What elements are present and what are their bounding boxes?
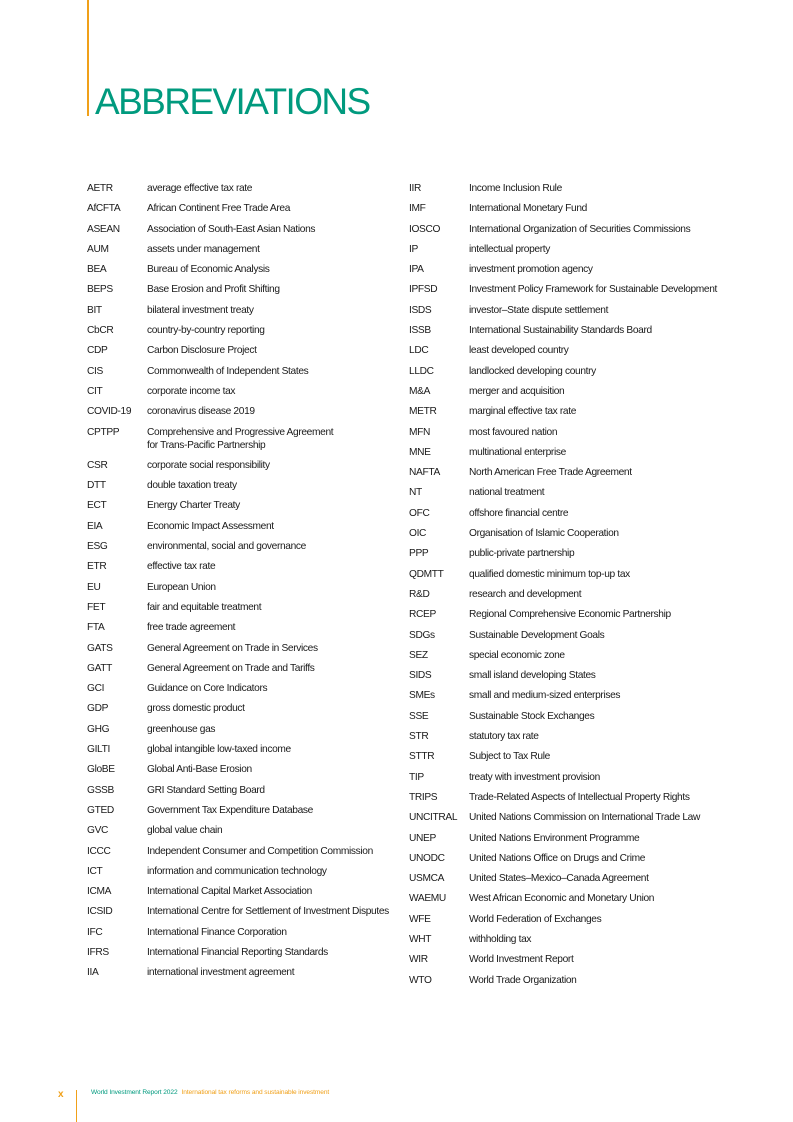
abbreviation-definition: Bureau of Economic Analysis (147, 264, 270, 276)
abbreviation-entry (87, 966, 402, 979)
abbreviation-definition: European Union (147, 581, 216, 593)
abbreviation-term: GTED (87, 804, 114, 816)
abbreviation-definition: special economic zone (469, 649, 565, 661)
abbreviation-entry (87, 344, 402, 357)
abbreviation-definition: qualified domestic minimum top-up tax (469, 568, 630, 580)
abbreviation-term: ICSID (87, 906, 113, 918)
abbreviation-term: LLDC (409, 365, 434, 377)
abbreviation-term: IFC (87, 926, 103, 938)
abbreviation-term: ETR (87, 561, 107, 573)
abbreviation-entry (87, 202, 402, 215)
abbreviation-term: GHG (87, 723, 110, 735)
abbreviation-entry (87, 601, 402, 614)
abbreviation-entry (87, 304, 402, 317)
abbreviation-entry (87, 499, 402, 512)
abbreviation-definition: United Nations Environment Programme (469, 832, 640, 844)
abbreviation-definition: public-private partnership (469, 548, 575, 560)
abbreviation-entry (87, 263, 402, 276)
abbreviation-entry (87, 743, 402, 756)
abbreviation-entry (87, 804, 402, 817)
abbreviation-definition: corporate income tax (147, 385, 236, 397)
abbreviation-definition: corporate social responsibility (147, 459, 270, 471)
abbreviation-entry (87, 784, 402, 797)
abbreviation-entry (409, 588, 739, 601)
abbreviation-definition: marginal effective tax rate (469, 406, 577, 418)
abbreviation-entry (409, 710, 739, 723)
abbreviation-term: CSR (87, 459, 108, 471)
abbreviation-definition: global value chain (147, 825, 223, 837)
abbreviation-definition: investor–State dispute settlement (469, 304, 609, 316)
abbreviation-entry (87, 642, 402, 655)
abbreviation-definition: international investment agreement (147, 967, 295, 979)
abbreviation-entry (87, 946, 402, 959)
abbreviation-definition: Investment Policy Framework for Sustainable Development (469, 284, 718, 296)
abbreviation-entry (409, 730, 739, 743)
abbreviation-term: DTT (87, 480, 106, 492)
abbreviation-term: M&A (409, 385, 431, 397)
abbreviation-definition: World Investment Report (469, 954, 574, 966)
abbreviation-definition: International Financial Reporting Standards (147, 946, 328, 958)
abbreviation-term: STR (409, 731, 429, 743)
abbreviation-definition: fair and equitable treatment (147, 601, 262, 613)
title-accent-rule (87, 0, 89, 116)
abbreviation-term: BIT (87, 304, 102, 316)
abbreviation-definition: Government Tax Expenditure Database (147, 804, 313, 816)
abbreviation-definition: GRI Standard Setting Board (147, 784, 265, 796)
abbreviation-definition: most favoured nation (469, 426, 558, 438)
abbreviation-entry (87, 283, 402, 296)
abbreviation-entry (409, 852, 739, 865)
abbreviation-term: ISSB (409, 325, 431, 337)
abbreviation-entry (87, 540, 402, 553)
abbreviation-term: QDMTT (409, 568, 444, 580)
page-footer (0, 1080, 793, 1122)
abbreviation-definition: Sustainable Stock Exchanges (469, 710, 595, 722)
abbreviation-entry (409, 913, 739, 926)
abbreviation-definition: Carbon Disclosure Project (147, 345, 257, 357)
abbreviation-definition: free trade agreement (147, 622, 236, 634)
abbreviation-term: UNCITRAL (409, 812, 458, 824)
abbreviation-definition: effective tax rate (147, 561, 216, 573)
abbreviation-entry (87, 865, 402, 878)
abbreviation-entry (87, 763, 402, 776)
abbreviation-term: TIP (409, 771, 424, 783)
abbreviations-column-left (87, 182, 402, 987)
abbreviation-term: USMCA (409, 873, 445, 885)
abbreviation-definition: Global Anti-Base Erosion (147, 764, 252, 776)
abbreviation-term: IMF (409, 203, 426, 215)
abbreviation-term: GATT (87, 662, 113, 674)
abbreviation-term: IPFSD (409, 284, 438, 296)
abbreviation-term: RCEP (409, 609, 436, 621)
abbreviation-definition: United Nations Commission on International Trade Law (469, 812, 700, 824)
abbreviation-entry (409, 385, 739, 398)
abbreviation-term: WAEMU (409, 893, 446, 905)
abbreviation-definition: Independent Consumer and Competition Commission (147, 845, 373, 857)
abbreviation-definition: Regional Comprehensive Economic Partnership (469, 609, 671, 621)
abbreviation-entry (87, 621, 402, 634)
abbreviation-definition: United States–Mexico–Canada Agreement (469, 873, 649, 885)
abbreviation-term: FET (87, 601, 106, 613)
abbreviation-term: CbCR (87, 325, 114, 337)
abbreviation-term: NT (409, 487, 422, 499)
abbreviation-term: EIA (87, 520, 103, 532)
page-title: ABBREVIATIONS (95, 81, 370, 122)
abbreviation-entry (409, 933, 739, 946)
footer-report-subtitle: International tax reforms and sustainable investment (181, 1089, 330, 1096)
abbreviation-entry (409, 974, 739, 987)
abbreviation-term: IPA (409, 264, 424, 276)
abbreviation-entry (409, 243, 739, 256)
abbreviation-entry (409, 811, 739, 824)
abbreviation-term: NAFTA (409, 467, 440, 479)
abbreviation-definition: environmental, social and governance (147, 541, 306, 553)
abbreviation-entry (409, 689, 739, 702)
abbreviation-entry (409, 527, 739, 540)
abbreviation-term: GILTI (87, 744, 110, 756)
abbreviation-definition: offshore financial centre (469, 507, 569, 519)
abbreviation-entry (409, 629, 739, 642)
abbreviation-definition: gross domestic product (147, 703, 245, 715)
abbreviation-definition: International Organization of Securities Commissions (469, 223, 691, 235)
abbreviation-definition: General Agreement on Trade in Services (147, 642, 318, 654)
abbreviation-entry (87, 243, 402, 256)
abbreviation-definition: International Capital Market Association (147, 886, 312, 898)
abbreviation-entry (87, 459, 402, 472)
abbreviation-term: IOSCO (409, 223, 441, 235)
abbreviation-entry (409, 486, 739, 499)
abbreviation-term: FTA (87, 622, 105, 634)
abbreviation-term: GATS (87, 642, 113, 654)
footer-running-title (91, 1089, 329, 1096)
abbreviation-definition: Base Erosion and Profit Shifting (147, 284, 280, 296)
abbreviation-term: SMEs (409, 690, 435, 702)
abbreviation-term: GVC (87, 825, 109, 837)
abbreviation-definition: Trade-Related Aspects of Intellectual Property Rights (469, 791, 690, 803)
abbreviation-entry (87, 905, 402, 918)
abbreviation-definition: double taxation treaty (147, 480, 237, 492)
abbreviation-entry (409, 446, 739, 459)
abbreviation-definition: International Finance Corporation (147, 926, 287, 938)
abbreviation-term: BEPS (87, 284, 113, 296)
abbreviation-entry (409, 365, 739, 378)
abbreviation-definition: greenhouse gas (147, 723, 216, 735)
abbreviation-entry (87, 223, 402, 236)
abbreviation-term: WFE (409, 913, 431, 925)
abbreviation-definition: Association of South-East Asian Nations (147, 223, 316, 235)
abbreviation-definition: Comprehensive and Progressive Agreement for Trans-Pacific Partnership (147, 426, 334, 451)
abbreviation-definition: North American Free Trade Agreement (469, 467, 632, 479)
abbreviation-definition: investment promotion agency (469, 264, 593, 276)
abbreviation-entry (409, 872, 739, 885)
abbreviation-definition: statutory tax rate (469, 731, 539, 743)
abbreviation-entry (87, 926, 402, 939)
abbreviation-term: CIT (87, 385, 103, 397)
abbreviation-definition: small island developing States (469, 670, 596, 682)
abbreviation-entry (409, 283, 739, 296)
abbreviation-term: ECT (87, 500, 107, 512)
abbreviation-term: TRIPS (409, 791, 438, 803)
abbreviation-entry (409, 507, 739, 520)
abbreviation-entry (409, 202, 739, 215)
abbreviation-entry (409, 344, 739, 357)
abbreviation-entry (409, 649, 739, 662)
abbreviation-definition: research and development (469, 588, 582, 600)
abbreviation-definition: African Continent Free Trade Area (147, 203, 291, 215)
abbreviation-definition: Commonwealth of Independent States (147, 365, 309, 377)
abbreviation-definition: World Trade Organization (469, 974, 577, 986)
abbreviation-entry (409, 669, 739, 682)
abbreviation-entry (87, 479, 402, 492)
abbreviation-term: IP (409, 243, 418, 255)
page-number: x (58, 1089, 64, 1100)
abbreviation-definition: coronavirus disease 2019 (147, 406, 255, 418)
footer-accent-rule (76, 1090, 77, 1122)
abbreviation-term: EU (87, 581, 101, 593)
abbreviation-entry (409, 466, 739, 479)
abbreviation-term: AETR (87, 183, 113, 194)
abbreviation-term: SIDS (409, 670, 432, 682)
abbreviation-entry (87, 682, 402, 695)
abbreviation-definition: global intangible low-taxed income (147, 744, 291, 756)
abbreviation-definition: Energy Charter Treaty (147, 500, 240, 512)
abbreviation-entry (409, 771, 739, 784)
abbreviation-definition: International Monetary Fund (469, 203, 587, 215)
abbreviation-entry (409, 304, 739, 317)
abbreviation-entry (87, 581, 402, 594)
abbreviation-definition: assets under management (147, 243, 260, 255)
abbreviation-entry (409, 426, 739, 439)
abbreviation-entry (87, 702, 402, 715)
abbreviation-term: UNODC (409, 852, 445, 864)
abbreviation-term: OFC (409, 507, 430, 519)
abbreviation-term: STTR (409, 751, 435, 763)
abbreviation-definition: landlocked developing country (469, 365, 596, 377)
abbreviation-definition: Organisation of Islamic Cooperation (469, 528, 619, 540)
abbreviation-term: METR (409, 406, 437, 418)
abbreviation-term: CIS (87, 365, 103, 377)
abbreviation-term: MNE (409, 446, 431, 458)
abbreviation-entry (87, 426, 402, 452)
abbreviation-term: LDC (409, 345, 429, 357)
abbreviation-definition: least developed country (469, 345, 569, 357)
abbreviation-entry (409, 568, 739, 581)
abbreviation-term: SSE (409, 710, 429, 722)
abbreviation-entry (409, 263, 739, 276)
abbreviation-term: UNEP (409, 832, 436, 844)
abbreviation-term: ESG (87, 541, 108, 553)
abbreviation-term: GloBE (87, 764, 115, 776)
abbreviation-definition: General Agreement on Trade and Tariffs (147, 662, 315, 674)
abbreviation-term: WHT (409, 933, 432, 945)
abbreviation-definition: Sustainable Development Goals (469, 629, 605, 641)
abbreviation-entry (409, 405, 739, 418)
abbreviation-term: AUM (87, 243, 109, 255)
abbreviation-term: IIA (87, 967, 99, 979)
abbreviation-definition: Income Inclusion Rule (469, 183, 562, 194)
abbreviation-entry (87, 324, 402, 337)
abbreviation-definition: multinational enterprise (469, 446, 566, 458)
abbreviation-term: MFN (409, 426, 431, 438)
abbreviation-term: ICT (87, 865, 103, 877)
abbreviation-entry (87, 824, 402, 837)
abbreviation-term: GSSB (87, 784, 114, 796)
abbreviation-entry (87, 520, 402, 533)
abbreviation-entry (87, 405, 402, 418)
abbreviation-term: GDP (87, 703, 109, 715)
abbreviation-entry (87, 385, 402, 398)
abbreviation-entry (409, 324, 739, 337)
abbreviation-term: BEA (87, 264, 107, 276)
abbreviation-entry (409, 791, 739, 804)
abbreviation-definition: small and medium-sized enterprises (469, 690, 621, 702)
abbreviation-definition: International Centre for Settlement of Investment Disputes (147, 906, 389, 918)
abbreviation-definition: intellectual property (469, 243, 550, 255)
abbreviation-entry (87, 662, 402, 675)
abbreviation-definition: treaty with investment provision (469, 771, 600, 783)
abbreviation-entry (409, 750, 739, 763)
abbreviation-definition: national treatment (469, 487, 545, 499)
abbreviation-term: COVID-19 (87, 406, 132, 418)
abbreviation-term: CPTPP (87, 426, 120, 438)
abbreviations-column-right (409, 182, 739, 994)
abbreviation-entry (409, 608, 739, 621)
abbreviation-term: ISDS (409, 304, 432, 316)
abbreviation-term: IFRS (87, 946, 109, 958)
abbreviation-entry (87, 845, 402, 858)
abbreviation-term: ICMA (87, 886, 112, 898)
abbreviation-entry (87, 885, 402, 898)
abbreviation-entry (87, 723, 402, 736)
abbreviation-term: PPP (409, 548, 429, 560)
abbreviation-term: CDP (87, 345, 108, 357)
abbreviation-term: SDGs (409, 629, 435, 641)
abbreviation-entry (87, 560, 402, 573)
abbreviation-definition: average effective tax rate (147, 183, 253, 194)
abbreviation-term: IIR (409, 183, 421, 194)
abbreviation-definition: Economic Impact Assessment (147, 520, 274, 532)
abbreviation-entry (409, 223, 739, 236)
abbreviation-definition: World Federation of Exchanges (469, 913, 602, 925)
abbreviation-definition: information and communication technology (147, 865, 327, 877)
abbreviation-definition: United Nations Office on Drugs and Crime (469, 852, 646, 864)
abbreviation-definition: West African Economic and Monetary Union (469, 893, 655, 905)
footer-report-name: World Investment Report 2022 (91, 1089, 178, 1096)
abbreviation-entry (409, 832, 739, 845)
abbreviation-term: ICCC (87, 845, 111, 857)
abbreviation-definition: country-by-country reporting (147, 325, 265, 337)
abbreviation-entry (409, 182, 739, 195)
abbreviation-term: AfCFTA (87, 203, 121, 215)
abbreviation-term: OIC (409, 528, 427, 540)
abbreviation-definition: withholding tax (469, 933, 532, 945)
abbreviation-term: WIR (409, 954, 428, 966)
abbreviation-definition: Subject to Tax Rule (469, 751, 550, 763)
abbreviation-entry (87, 182, 402, 195)
abbreviation-entry (409, 953, 739, 966)
abbreviation-entry (409, 547, 739, 560)
abbreviation-entry (87, 365, 402, 378)
abbreviation-definition: merger and acquisition (469, 385, 565, 397)
abbreviation-term: GCI (87, 683, 105, 695)
abbreviation-entry (409, 892, 739, 905)
abbreviation-definition: bilateral investment treaty (147, 304, 254, 316)
abbreviation-term: WTO (409, 974, 432, 986)
abbreviation-term: SEZ (409, 649, 428, 661)
abbreviation-term: ASEAN (87, 223, 120, 235)
abbreviation-definition: Guidance on Core Indicators (147, 683, 268, 695)
abbreviation-term: R&D (409, 588, 430, 600)
abbreviation-definition: International Sustainability Standards Board (469, 325, 652, 337)
